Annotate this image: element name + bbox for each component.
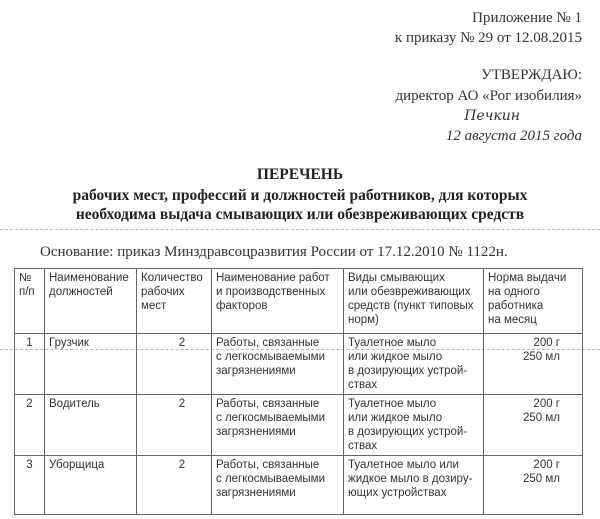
document-subtitle-line1: рабочих мест, профессий и должностей работников, для которых <box>72 187 528 204</box>
row-means: Туалетное мыло или жидкое мыло в дозиру- ющих устройствах <box>344 456 484 515</box>
table-row <box>15 395 583 456</box>
director-line: директор АО «Рог изобилия» <box>395 88 582 104</box>
header-norm: Норма выдачи на одного работника на месяц <box>484 269 583 334</box>
row-means: Туалетное мыло или жидкое мыло в дозирующих устрой- ствах <box>344 334 484 395</box>
row-quantity: 2 <box>137 334 212 395</box>
row-means: Туалетное мыло или жидкое мыло в дозирующих устрой- ствах <box>344 395 484 456</box>
header-quantity: Количество рабочих мест <box>137 269 212 334</box>
document-subtitle-line2: необходима выдача смывающих или обезвреживающих средств <box>75 206 525 223</box>
row-norm: 200 г 250 мл <box>484 456 583 515</box>
table-row <box>15 334 583 395</box>
approve-label: УТВЕРЖДАЮ: <box>481 67 582 83</box>
row-work: Работы, связанные с легкосмываемыми загрязнениями <box>212 334 344 395</box>
row-norm: 200 г 250 мл <box>484 395 583 456</box>
appendix-label: Приложение № 1 <box>472 10 582 26</box>
signature: Печкин <box>464 108 520 124</box>
order-reference: к приказу № 29 от 12.08.2015 <box>394 30 582 46</box>
row-position: Уборщица <box>45 456 137 515</box>
table-row <box>15 456 583 515</box>
basis-line: Основание: приказ Минздравсоцразвития России от 17.12.2010 № 1122н. <box>40 244 508 260</box>
row-num: 3 <box>15 456 45 515</box>
row-num: 2 <box>15 395 45 456</box>
row-position: Грузчик <box>45 334 137 395</box>
header-work: Наименование работ и производственных факторов <box>212 269 344 334</box>
row-quantity: 2 <box>137 395 212 456</box>
row-norm: 200 г 250 мл <box>484 334 583 395</box>
row-num: 1 <box>15 334 45 395</box>
row-quantity: 2 <box>137 456 212 515</box>
row-position: Водитель <box>45 395 137 456</box>
fold-line <box>0 229 600 231</box>
approval-date: 12 августа 2015 года <box>445 128 582 144</box>
header-num: № п/п <box>15 269 45 334</box>
workplaces-table <box>14 268 583 515</box>
document-title: ПЕРЕЧЕНЬ <box>256 166 344 183</box>
table-header-row <box>15 269 583 334</box>
row-work: Работы, связанные с легкосмываемыми загрязнениями <box>212 395 344 456</box>
header-means: Виды смывающих или обезвреживающих средств (пункт типовых норм) <box>344 269 484 334</box>
row-work: Работы, связанные с легкосмываемыми загрязнениями <box>212 456 344 515</box>
header-position: Наименование должностей <box>45 269 137 334</box>
